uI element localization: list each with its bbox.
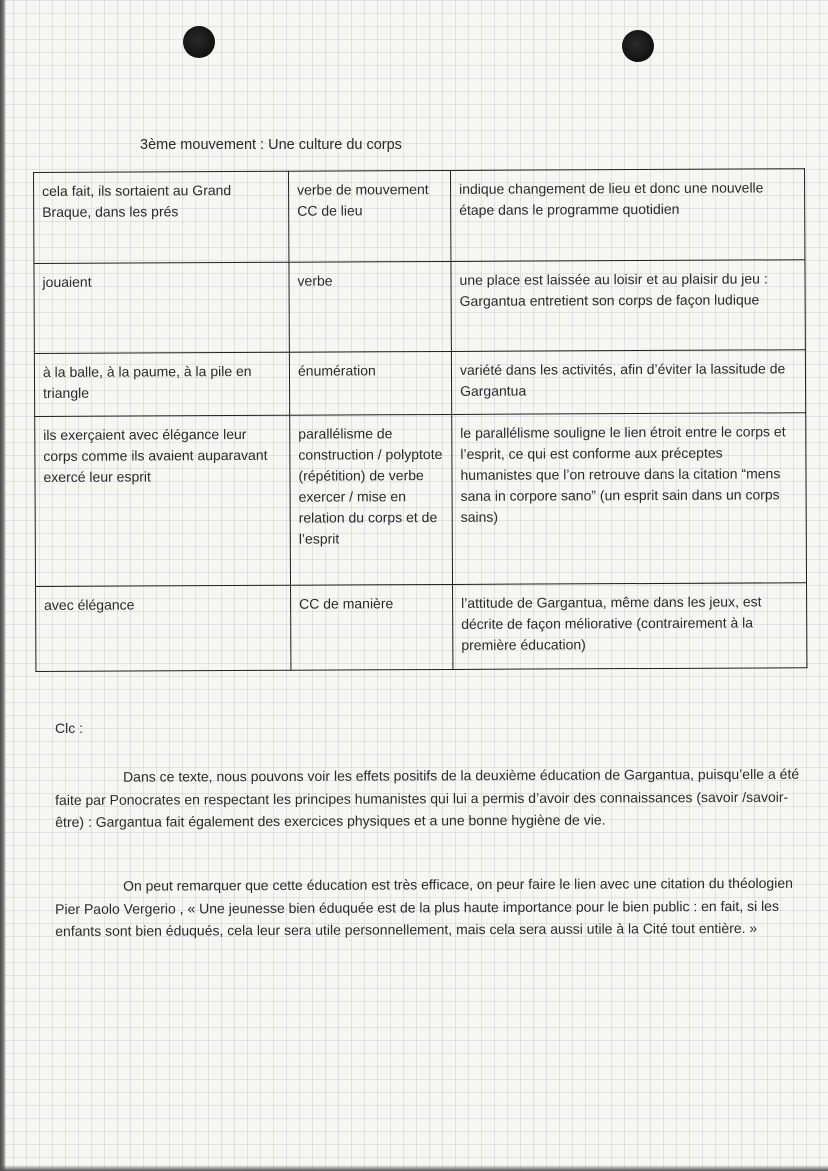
procede-cell: énumération bbox=[289, 351, 451, 415]
table-row bbox=[34, 260, 805, 354]
table-row bbox=[36, 583, 807, 672]
paper-edge bbox=[0, 0, 6, 1171]
procede-cell: verbe de mouvement CC de lieu bbox=[288, 170, 450, 262]
procede-cell: parallélisme de construction / polyptote (répétition) de verbe exercer / mise en relation du corps et de l’esprit bbox=[290, 414, 453, 585]
interpretation-cell: une place est laissée au loisir et au plaisir du jeu : Gargantua entretient son corps de façon ludique bbox=[451, 260, 805, 352]
analysis-table bbox=[33, 168, 807, 672]
citation-cell: jouaient bbox=[34, 262, 289, 353]
paper-edge-bottom bbox=[0, 1165, 828, 1171]
citation-cell: ils exerçaient avec élégance leur corps comme ils avaient auparavant exercé leur esprit bbox=[35, 415, 291, 586]
citation-cell: à la balle, à la paume, à la pile en triangle bbox=[34, 352, 289, 416]
conclusion-paragraph-2: On peut remarquer que cette éducation est très efficace, on peur faire le lien avec une citation du théologien Pier Paolo Vergerio , « Une jeunesse bien éduquée est de la plus haute importance pour le bien public : en fait, si les enfants sont bien éduqués, cela leur sera utile personnellement, mais cela sera aussi utile à la Cité tout entière. » bbox=[55, 874, 793, 939]
conclusion-paragraph-1: Dans ce texte, nous pouvons voir les effets positifs de la deuxième éducation de Gargantua, puisqu’elle a été faite par Ponocrates en respectant les principes humanistes qui lui a permis d’avoir des connaissances (savoir /savoir-être) : Gargantua fait également des exercices physiques et a une bonne hygiène de vie. bbox=[55, 765, 800, 830]
interpretation-cell: l’attitude de Gargantua, même dans les jeux, est décrite de façon méliorative (contrairement à la première éducation) bbox=[453, 583, 807, 670]
table-row bbox=[34, 169, 805, 264]
section-title: 3ème mouvement : Une culture du corps bbox=[140, 137, 402, 153]
conclusion-label: Clc : bbox=[55, 720, 83, 736]
citation-cell: avec élégance bbox=[36, 585, 291, 671]
procede-cell: verbe bbox=[289, 261, 451, 352]
interpretation-cell: le parallélisme souligne le lien étroit entre le corps et l’esprit, ce qui est conforme aux préceptes humanistes que l’on retrouve dans la citation “mens sana in corpore sano” (un esprit sain dans un corps sains) bbox=[452, 413, 807, 585]
table-row bbox=[34, 350, 805, 417]
punch-hole-left bbox=[183, 26, 215, 58]
table-row bbox=[35, 413, 807, 587]
interpretation-cell: variété dans les activités, afin d’éviter la lassitude de Gargantua bbox=[451, 350, 805, 415]
procede-cell: CC de manière bbox=[291, 584, 453, 670]
citation-cell: cela fait, ils sortaient au Grand Braque, dans les prés bbox=[34, 171, 289, 263]
punch-hole-right bbox=[622, 30, 654, 62]
interpretation-cell: indique changement de lieu et donc une nouvelle étape dans le programme quotidien bbox=[450, 169, 804, 262]
